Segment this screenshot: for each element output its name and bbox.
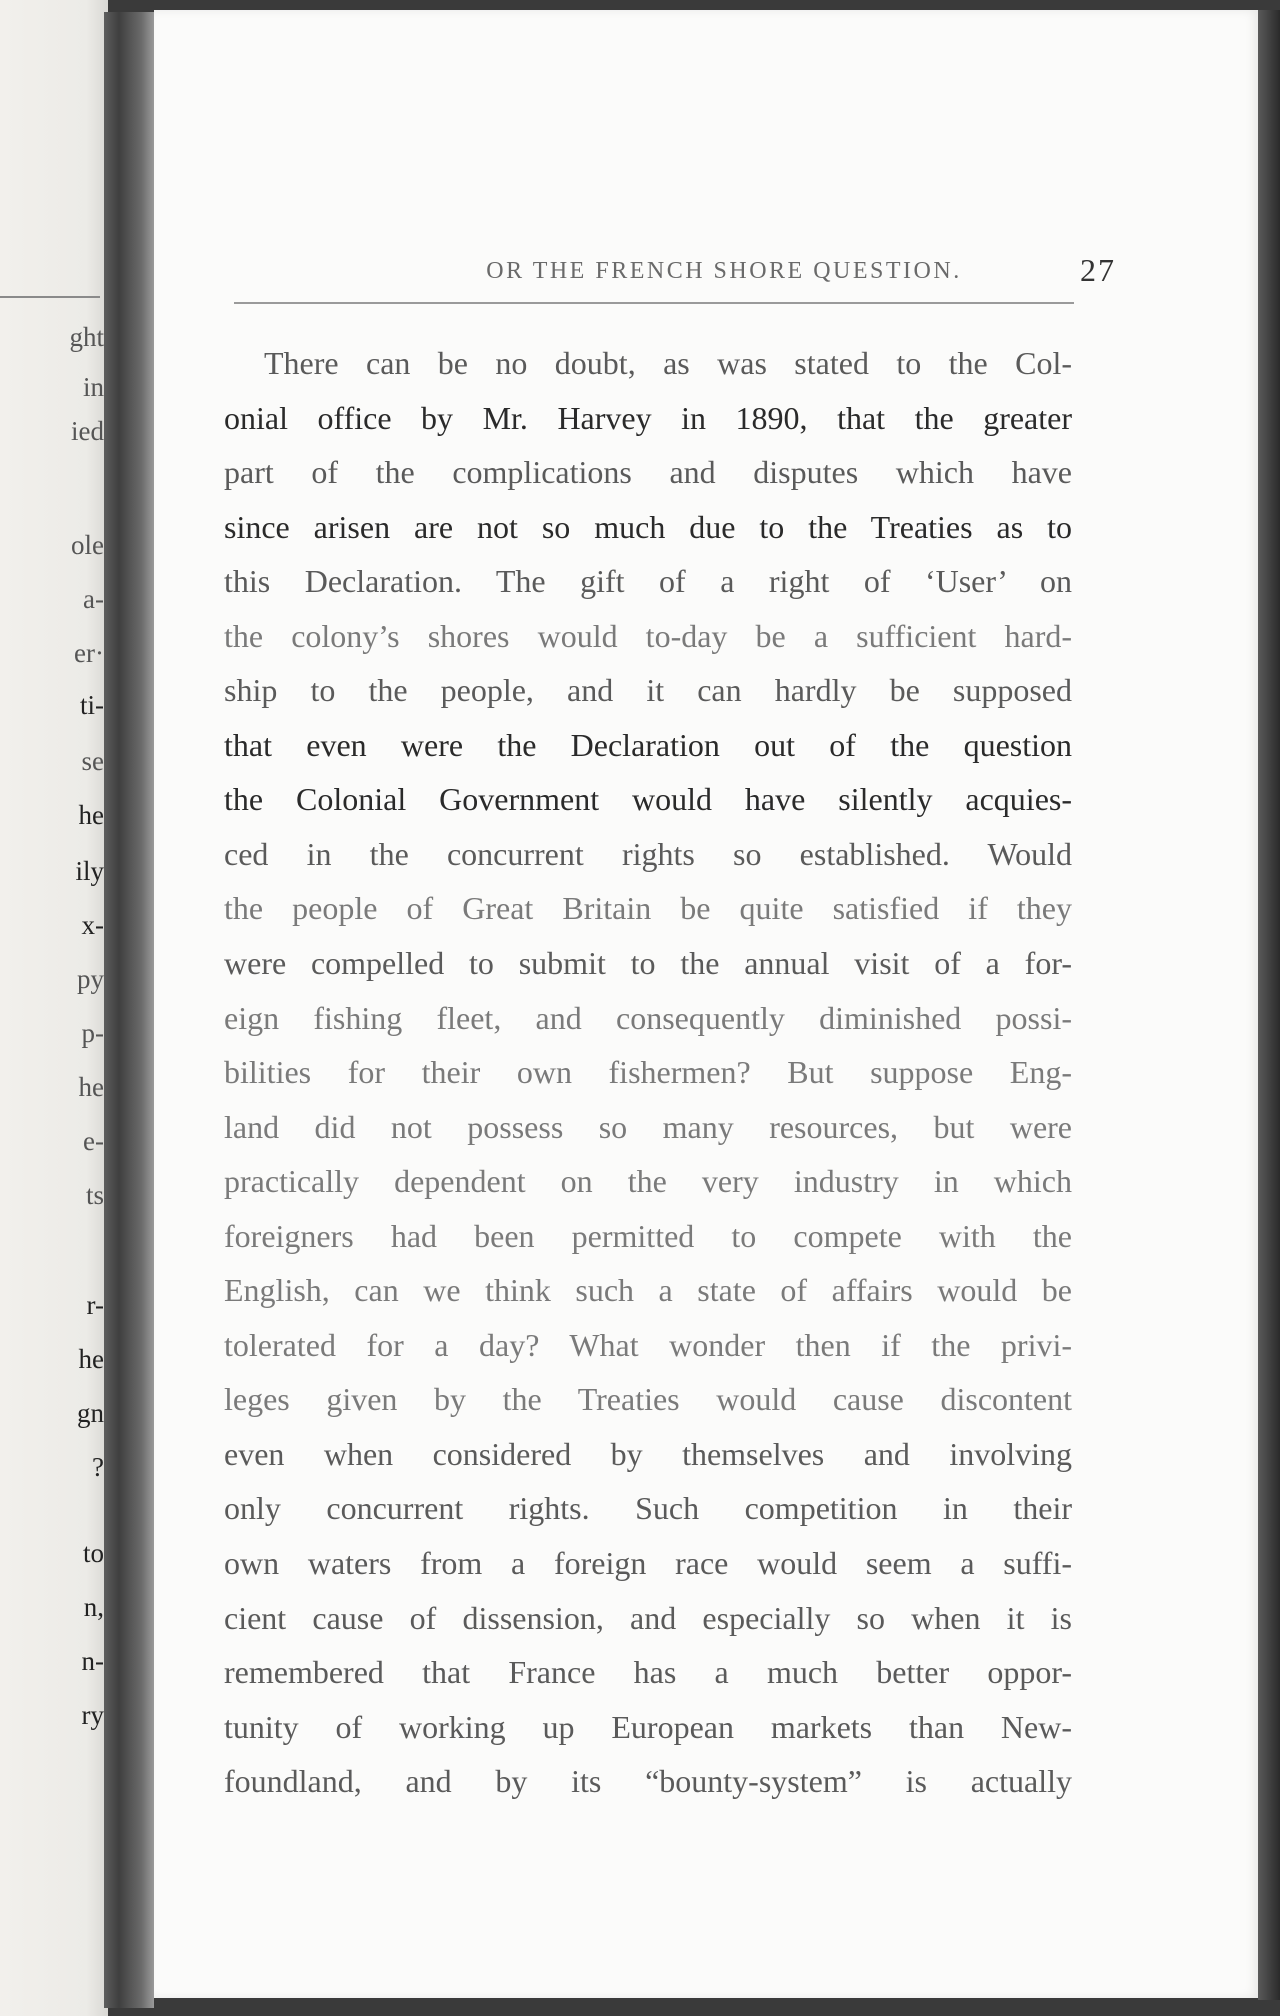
left-page-fragment: x- xyxy=(81,910,104,940)
left-page-fragment: to xyxy=(82,1538,104,1568)
text-line: the Colonial Government would have silently acquies- xyxy=(224,781,1072,818)
text-line: since arisen are not so much due to the Treaties as to xyxy=(224,508,1072,545)
left-page-fragment: py xyxy=(77,964,104,994)
text-line: this Declaration. The gift of a right of ‘User’ on xyxy=(224,563,1072,600)
left-page-fragment: ry xyxy=(81,1700,104,1730)
running-title: OR THE FRENCH SHORE QUESTION. xyxy=(486,258,962,284)
text-line: There can be no doubt, as was stated to the Col- xyxy=(264,345,1072,381)
left-page-fragment: ily xyxy=(75,856,104,886)
text-line: only concurrent rights. Such competition in their xyxy=(224,1490,1072,1527)
text-line: even when considered by themselves and involving xyxy=(224,1435,1072,1472)
text-line: land did not possess so many resources, but were xyxy=(224,1108,1072,1145)
left-page-fragment: ? xyxy=(92,1452,104,1482)
text-line: the colony’s shores would to-day be a sufficient hard- xyxy=(224,617,1072,654)
text-line: that even were the Declaration out of the question xyxy=(224,726,1072,763)
text-line: leges given by the Treaties would cause discontent xyxy=(224,1381,1072,1418)
left-page-fragment: e- xyxy=(83,1126,104,1156)
text-line: cient cause of dissension, and especially so when it is xyxy=(224,1599,1072,1636)
left-page-fragment: er· xyxy=(74,638,104,668)
text-line: tunity of working up European markets than New- xyxy=(224,1708,1072,1745)
text-line: were compelled to submit to the annual visit of a for- xyxy=(224,945,1072,982)
left-page-fragment: ght xyxy=(69,322,104,352)
text-line: foreigners had been permitted to compete with the xyxy=(224,1217,1072,1254)
page-number: 27 xyxy=(1080,252,1116,288)
left-page-fragment: ole xyxy=(71,530,104,560)
text-line: English, can we think such a state of affairs would be xyxy=(224,1272,1072,1309)
left-page-fragment: ti- xyxy=(80,690,104,720)
left-page-fragment: he xyxy=(78,800,104,830)
left-page-fragment: ts xyxy=(85,1180,104,1210)
left-page-edge xyxy=(0,0,108,2016)
text-line: practically dependent on the very industry in which xyxy=(224,1163,1072,1200)
left-page-header-rule xyxy=(0,296,100,298)
left-page-fragment: he xyxy=(78,1072,104,1102)
book-gutter xyxy=(104,12,154,2008)
text-line: own waters from a foreign race would seem a suffi- xyxy=(224,1545,1072,1582)
text-line: remembered that France has a much better oppor- xyxy=(224,1654,1072,1691)
left-page-fragment: p- xyxy=(81,1018,104,1048)
text-line: onial office by Mr. Harvey in 1890, that the greater xyxy=(224,399,1072,436)
text-line: ced in the concurrent rights so established. Would xyxy=(224,835,1072,872)
text-line: part of the complications and disputes which have xyxy=(224,454,1072,491)
left-page-fragment: ied xyxy=(71,416,104,446)
left-page-fragment: se xyxy=(81,746,104,776)
left-page-fragment: gn xyxy=(77,1398,104,1428)
header-rule xyxy=(234,302,1074,304)
book-page xyxy=(154,10,1260,1998)
left-page-fragment: n- xyxy=(81,1646,104,1676)
text-line: the people of Great Britain be quite satisfied if they xyxy=(224,890,1072,927)
text-line: bilities for their own fishermen? But suppose Eng- xyxy=(224,1054,1072,1091)
page-right-edge xyxy=(1258,10,1280,2000)
left-page-fragment: r- xyxy=(86,1290,104,1320)
text-line: eign fishing fleet, and consequently diminished possi- xyxy=(224,999,1072,1036)
left-page-fragment: he xyxy=(78,1344,104,1374)
text-line: ship to the people, and it can hardly be supposed xyxy=(224,672,1072,709)
text-line: foundland, and by its “bounty-system” is actually xyxy=(224,1763,1072,1800)
running-header xyxy=(154,252,1260,298)
left-page-fragment: in xyxy=(82,372,104,402)
left-page-fragment: n, xyxy=(83,1592,104,1622)
text-line: tolerated for a day? What wonder then if the privi- xyxy=(224,1326,1072,1363)
body-text xyxy=(224,336,1072,1809)
left-page-fragment: a- xyxy=(83,584,104,614)
